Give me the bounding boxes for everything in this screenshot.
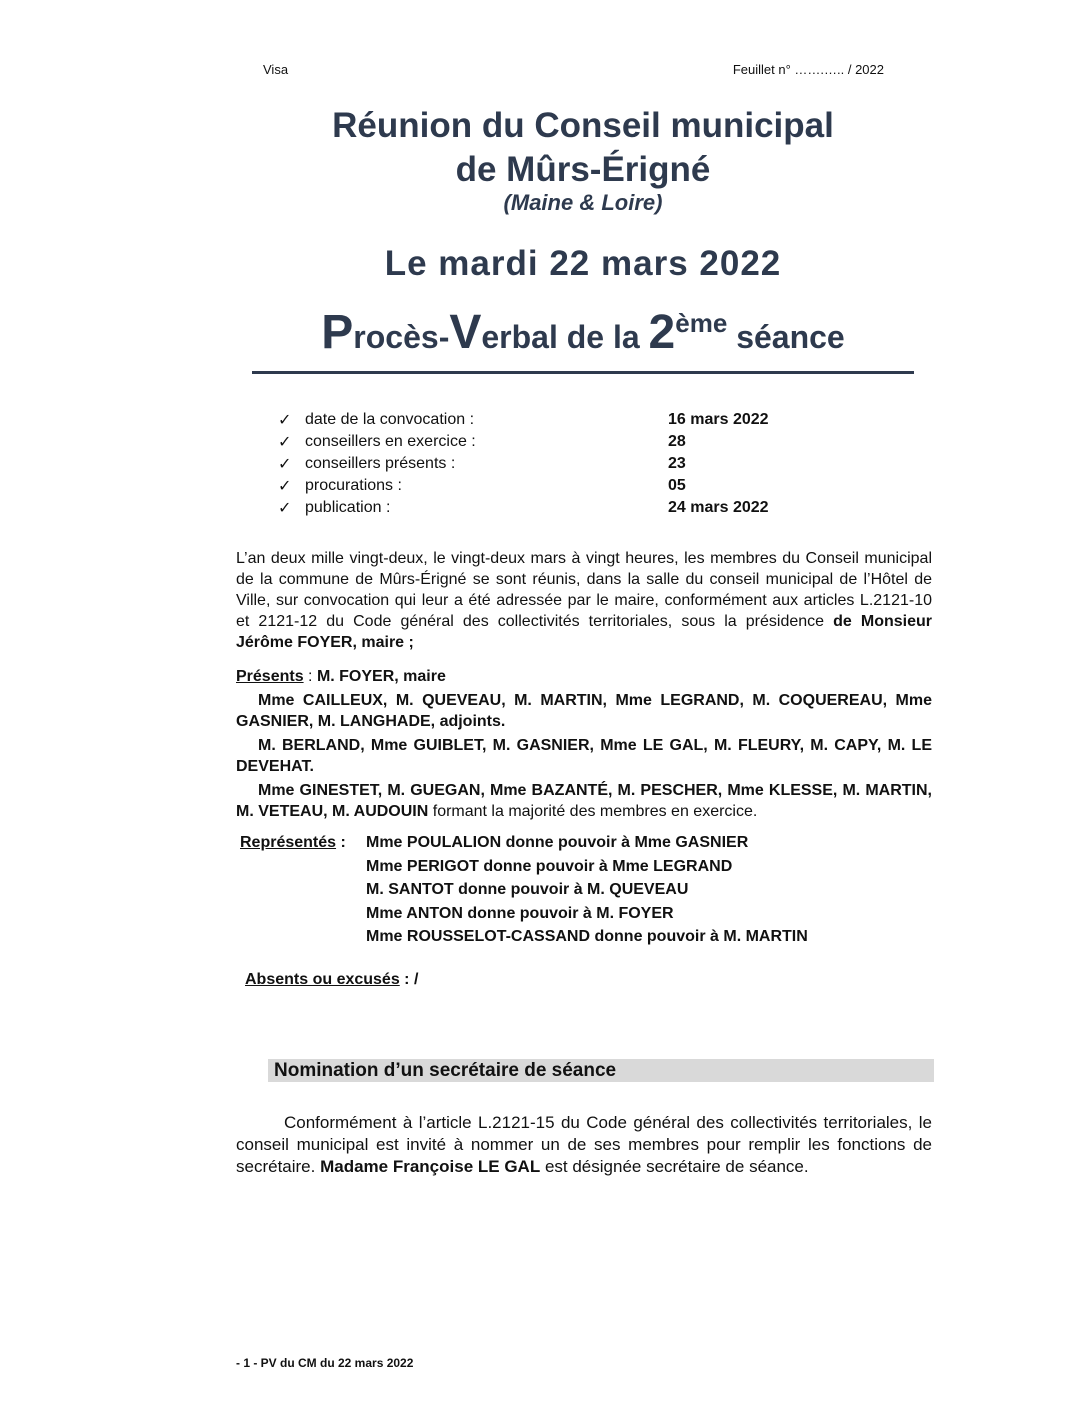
heading-ordinal: ème — [675, 308, 728, 338]
heading-number: 2 — [648, 306, 676, 359]
heading-text: rocès- — [353, 319, 450, 355]
presents-separator: : — [303, 668, 317, 685]
proxy-list — [366, 834, 966, 952]
meeting-date: Le mardi 22 mars 2022 — [384, 244, 782, 283]
info-row — [278, 454, 798, 476]
intro-president: de Monsieur Jérôme FOYER, maire ; — [236, 613, 932, 651]
heading-text: séance — [727, 319, 845, 355]
presents-adjoints: Mme CAILLEUX, M. QUEVEAU, M. MARTIN, Mme LEGRAND, M. COQUEREAU, Mme GASNIER, M. LANGHADE, adjoints. — [236, 692, 932, 730]
info-label: conseillers présents : — [305, 455, 456, 472]
info-label: date de la convocation : — [305, 411, 475, 428]
absents-value: : / — [399, 971, 419, 988]
proxy-item: Mme PERIGOT donne pouvoir à Mme LEGRAND — [366, 857, 733, 875]
heading-initial-v: V — [449, 306, 482, 359]
sheet-number: Feuillet n° …….….. / 2022 — [732, 62, 884, 77]
nomination-text-end: est désignée secrétaire de séance. — [540, 1157, 809, 1176]
presents-councillors: M. BERLAND, Mme GUIBLET, M. GASNIER, Mme LE GAL, M. FLEURY, M. CAPY, M. LE DEVEHAT. — [236, 737, 932, 775]
proxy-item: Mme ROUSSELOT-CASSAND donne pouvoir à M. MARTIN — [366, 928, 808, 945]
secretary-name: Madame Françoise LE GAL — [320, 1157, 541, 1176]
checkmark-icon: ✓ — [278, 478, 292, 495]
title-divider — [252, 371, 914, 374]
nomination-text: Conformément à l’article L.2121-15 du Code général des collectivités territoriales, le conseil municipal est invité à nommer un de ses membres pour remplir les fonctions de secrétaire. — [236, 1113, 932, 1176]
page-footer: - 1 - PV du CM du 22 mars 2022 — [236, 1356, 414, 1370]
checkmark-icon: ✓ — [278, 412, 292, 429]
page-title-commune: de Mûrs-Érigné — [455, 150, 711, 189]
absents-label: Absents ou excusés — [245, 971, 400, 988]
section-title: Nomination d’un secrétaire de séance — [274, 1060, 617, 1081]
representes-label: Représentés — [240, 834, 337, 851]
presents-councillors-2 — [236, 780, 932, 822]
proxy-item: M. SANTOT donne pouvoir à M. QUEVEAU — [366, 881, 689, 898]
presents-label: Présents — [236, 668, 304, 685]
heading-initial-p: P — [321, 306, 354, 359]
representes-separator: : — [336, 834, 346, 851]
page-subtitle-department: (Maine & Loire) — [503, 190, 663, 215]
proxy-item: Mme ANTON donne pouvoir à M. FOYER — [366, 904, 674, 922]
presents-section — [236, 666, 932, 825]
info-row — [278, 476, 798, 498]
intro-text: L’an deux mille vingt-deux, le vingt-deux mars à vingt heures, les membres du Conseil municipal de la commune de Mûrs-Érigné se sont réunis, dans la salle du conseil municipal de l’Hôtel de Ville, sur convocation qui leur a été adressée par le maire, conformément aux articles L.2121-10 et 2121-12 du Code général des collectivités territoriales, sous la présidence — [236, 550, 932, 630]
visa-label: Visa — [263, 62, 289, 77]
nomination-paragraph — [236, 1112, 932, 1178]
info-row — [278, 410, 798, 432]
absents-section — [245, 971, 418, 989]
section-heading — [268, 1059, 934, 1082]
info-row — [278, 432, 798, 454]
info-label: publication : — [305, 499, 391, 516]
checkmark-icon: ✓ — [278, 500, 292, 517]
meeting-info-list — [278, 410, 798, 520]
info-value: 05 — [668, 477, 686, 494]
info-value: 24 mars 2022 — [668, 499, 769, 516]
presents-names: Mme GINESTET, M. GUEGAN, Mme BAZANTÉ, M. PESCHER, Mme KLESSE, M. MARTIN, M. VETEAU, M. AUDOUIN — [236, 782, 932, 820]
heading-text: erbal de la — [481, 319, 649, 355]
presents-header-line — [236, 666, 932, 687]
presents-majority-note: formant la majorité des membres en exercice. — [428, 803, 758, 820]
presents-mayor: M. FOYER, maire — [316, 668, 446, 685]
proxy-item: Mme POULALION donne pouvoir à Mme GASNIER — [366, 834, 749, 851]
info-label: procurations : — [305, 477, 402, 494]
info-value: 16 mars 2022 — [668, 411, 769, 428]
info-row — [278, 498, 798, 520]
info-value: 23 — [668, 455, 686, 472]
info-value: 28 — [668, 433, 686, 450]
checkmark-icon: ✓ — [278, 456, 292, 473]
info-label: conseillers en exercice : — [305, 433, 476, 450]
intro-paragraph — [236, 548, 932, 653]
document-heading — [0, 305, 1088, 360]
page-title: Réunion du Conseil municipal — [332, 106, 834, 145]
checkmark-icon: ✓ — [278, 434, 292, 451]
representes-header — [240, 834, 370, 852]
